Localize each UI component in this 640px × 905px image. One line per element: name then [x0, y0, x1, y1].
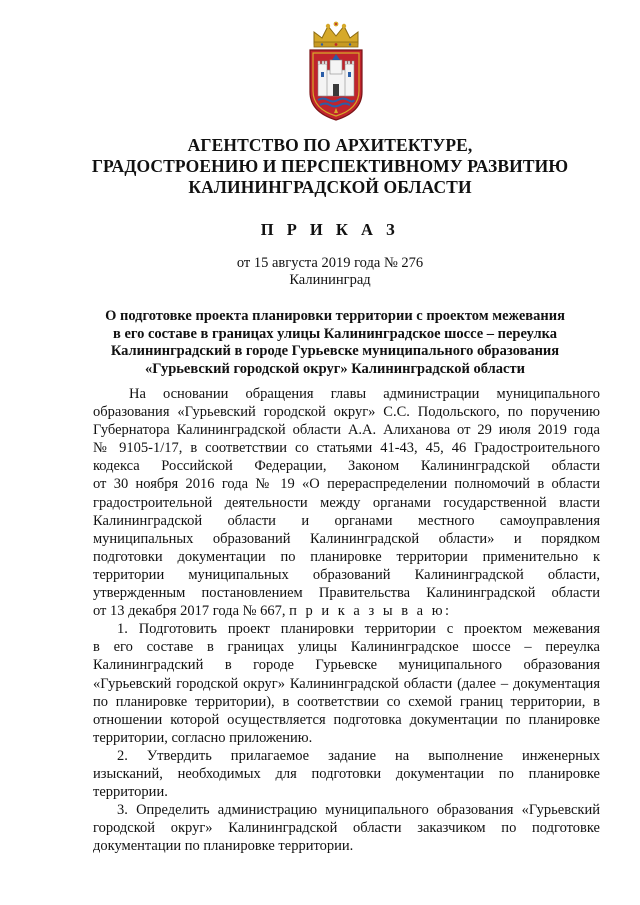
agency-header — [60, 135, 600, 198]
text-line: образования «Гурьевский городской округ» С.С. Подольского, по поручению — [93, 404, 600, 421]
paragraph-preamble — [93, 385, 600, 620]
text-line: городской округ» Калининградской области заказчиком по подготовке — [93, 820, 600, 837]
text-line: отношении которой осуществляется подготовка документации по планировке — [93, 711, 600, 728]
text-line — [93, 602, 600, 620]
subject-line-4: «Гурьевский городской округ» Калининградской области — [145, 360, 525, 377]
paragraph-item-2 — [93, 747, 600, 801]
text-line: документации по планировке территории. — [93, 838, 354, 855]
agency-line-1: АГЕНТСТВО ПО АРХИТЕКТУРЕ, — [187, 135, 473, 155]
text-line: 3. Определить администрацию муниципального образования «Гурьевский — [117, 802, 600, 819]
text-line: градостроительной деятельности между органами государственной власти — [93, 494, 600, 511]
agency-line-2: ГРАДОСТРОЕНИЮ И ПЕРСПЕКТИВНОМУ РАЗВИТИЮ — [91, 156, 569, 176]
document-body — [93, 385, 600, 855]
crown-icon — [314, 22, 358, 47]
text-line: Калининградский в городе Гурьевске муниципального образования — [93, 657, 600, 674]
text-line: подготовки документации по планировке территории применительно к — [93, 548, 600, 565]
text-line: территории. — [93, 784, 168, 801]
document-city: Калининград — [289, 272, 371, 288]
text-line: по планировке территории), в соответствии со схемой границ территории, в — [93, 693, 600, 710]
text-line: Калининградской области и органами местного самоуправления — [93, 512, 600, 529]
text-line: утвержденным постановлением Правительства Калининградской области — [93, 585, 600, 602]
text-line: территории муниципальных образований Калининградской области, — [93, 566, 600, 583]
text-line: На основании обращения главы администрации муниципального — [129, 386, 600, 402]
document-date-block — [60, 255, 600, 289]
text-line: № 9105-1/17, в соответствии со статьями 41-43, 45, 46 Градостроительного — [93, 440, 600, 457]
paragraph-item-3 — [93, 801, 600, 855]
text-line: территории, согласно приложению. — [93, 729, 313, 746]
coat-of-arms-icon — [296, 20, 376, 124]
text-line: в его составе в границах улицы Калининградское шоссе – переулка — [93, 639, 600, 656]
text-line: Губернатора Калининградской области А.А. Алиханова от 29 июля 2019 года — [93, 422, 600, 439]
order-keyword: п р и к а з ы в а ю: — [289, 603, 452, 620]
agency-line-3: КАЛИНИНГРАДСКОЙ ОБЛАСТИ — [188, 177, 472, 197]
subject-line-3: Калининградский в городе Гурьевске муниципального образования — [110, 343, 560, 359]
text-line: 2. Утвердить прилагаемое задание на выполнение инженерных — [117, 747, 600, 764]
text-line: кодекса Российской Федерации, Законом Калининградской области — [93, 458, 600, 475]
text-line: 1. Подготовить проект планировки территории с проектом межевания — [117, 621, 600, 638]
text-line: от 30 ноября 2016 года № 19 «О перераспределении полномочий в области — [93, 476, 600, 493]
text-line: изысканий, необходимых для подготовки документации по планировке — [93, 765, 600, 782]
subject-line-2: в его составе в границах улицы Калининградское шоссе – переулка — [113, 325, 557, 342]
text-line: «Гурьевский городской округ» Калининградской области (далее – документация — [93, 675, 600, 692]
document-subject — [90, 308, 580, 378]
text-fragment: от 13 декабря 2017 года № 667, — [93, 603, 286, 620]
subject-line-1: О подготовке проекта планировки территории с проектом межевания — [105, 308, 565, 324]
document-type-title: П Р И К А З — [260, 220, 400, 239]
text-line: муниципальных образований Калининградской области» и порядком — [93, 530, 600, 547]
paragraph-item-1 — [93, 620, 600, 747]
document-date-number: от 15 августа 2019 года № 276 — [236, 255, 424, 271]
